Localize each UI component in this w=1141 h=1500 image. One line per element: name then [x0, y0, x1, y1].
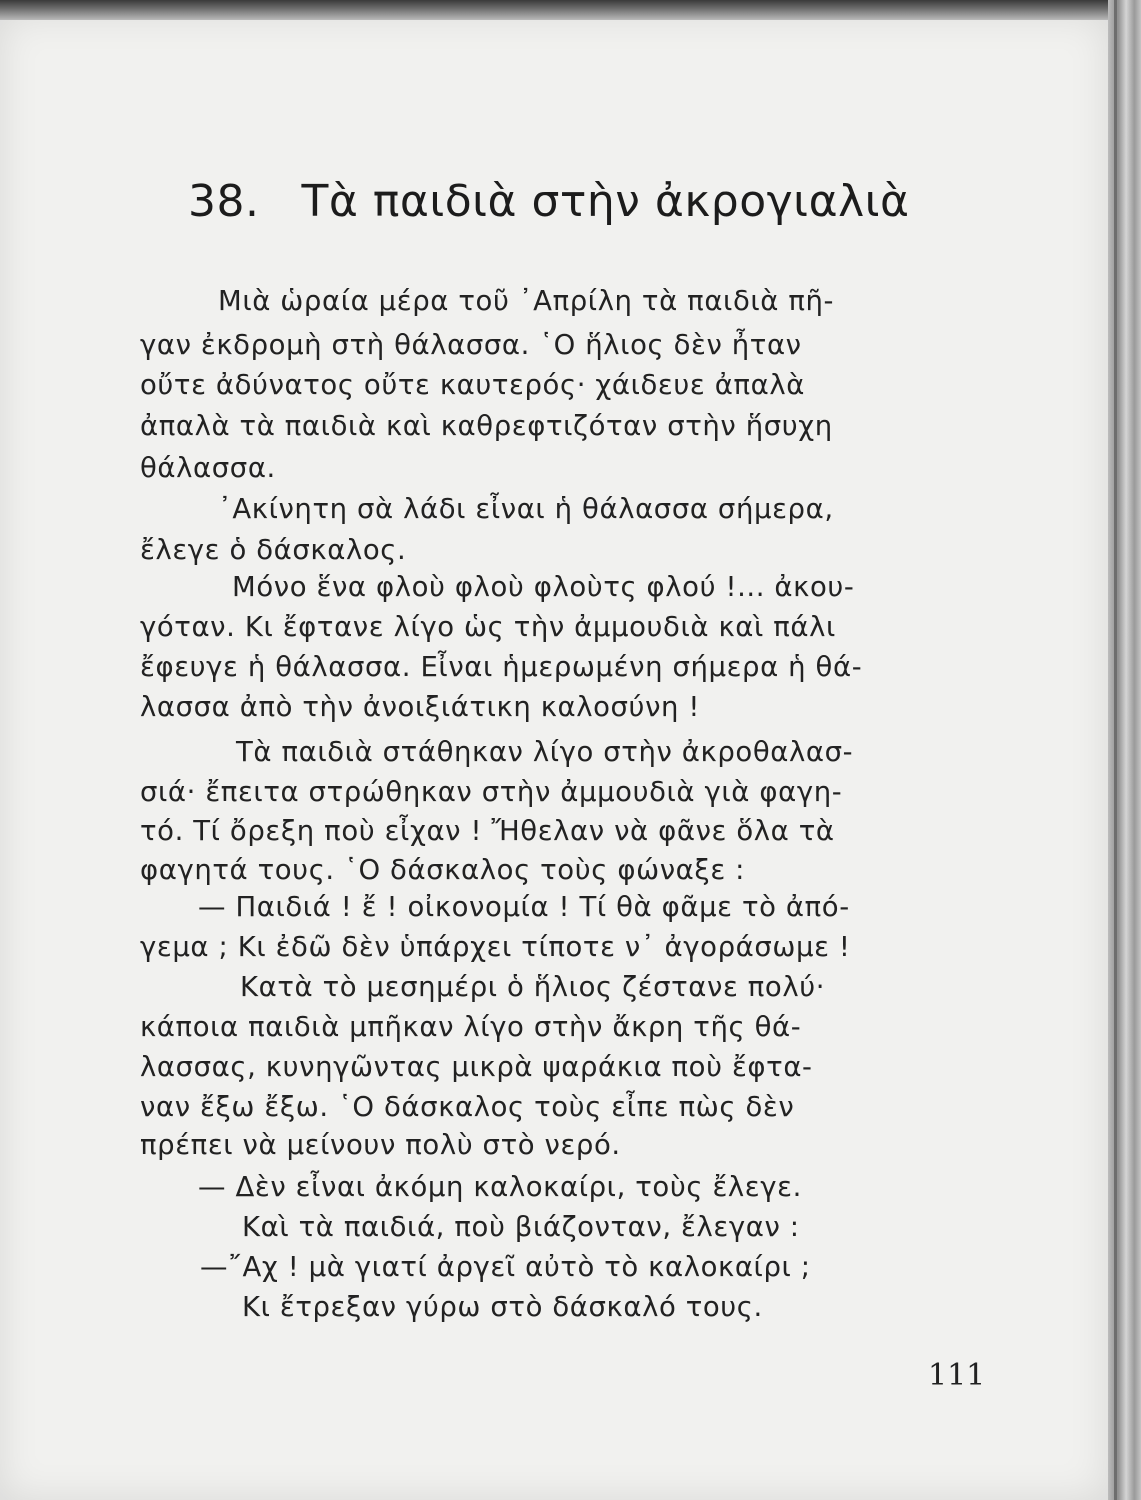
text-line: Μόνο ἕνα φλοὺ φλοὺ φλοὺτς φλού !... ἀκου-	[232, 571, 855, 603]
text-line: ἔφευγε ἡ θάλασσα. Εἶναι ἡμερωμένη σήμερα ἡ θά-	[140, 651, 863, 683]
text-line: γαν ἐκδρομὴ στὴ θάλασσα. ῾Ο ἥλιος δὲν ἦταν	[140, 329, 802, 361]
text-line: σιά· ἔπειτα στρώθηκαν στὴν ἀμμουδιὰ γιὰ φαγη-	[140, 776, 843, 808]
text-line: λασσας, κυνηγῶντας μικρὰ ψαράκια ποὺ ἔφτα-	[140, 1051, 813, 1083]
text-line: ᾿Ακίνητη σὰ λάδι εἶναι ἡ θάλασσα σήμερα,	[218, 493, 834, 525]
chapter-title: Τὰ παιδιὰ στὴν ἀκρογιαλιὰ	[301, 176, 910, 227]
text-line: Καὶ τὰ παιδιά, ποὺ βιάζονταν, ἔλεγαν :	[242, 1211, 800, 1243]
text-line: οὔτε ἀδύνατος οὔτε καυτερός· χάιδευε ἀπαλὰ	[140, 369, 805, 401]
text-line: Μιὰ ὡραία μέρα τοῦ ᾿Απρίλη τὰ παιδιὰ πῆ-	[218, 285, 835, 317]
text-line: τό. Τί ὄρεξη ποὺ εἶχαν ! Ἤθελαν νὰ φᾶνε ὅλα τὰ	[140, 815, 835, 847]
spine-edge	[1114, 0, 1117, 1500]
text-line: γόταν. Κι ἔφτανε λίγο ὡς τὴν ἀμμουδιὰ καὶ πάλι	[140, 611, 836, 643]
scan-edge	[0, 0, 1141, 20]
text-line: κάποια παιδιὰ μπῆκαν λίγο στὴν ἄκρη τῆς θά-	[140, 1011, 802, 1043]
text-line: — Δὲν εἶναι ἀκόμη καλοκαίρι, τοὺς ἔλεγε.	[198, 1171, 802, 1203]
text-line: πρέπει νὰ μείνουν πολὺ στὸ νερό.	[140, 1129, 621, 1161]
book-spine	[1108, 0, 1141, 1500]
chapter-number: 38.	[188, 176, 260, 227]
page-number: 111	[928, 1358, 986, 1393]
text-line: Τὰ παιδιὰ στάθηκαν λίγο στὴν ἀκροθαλασ-	[236, 736, 854, 768]
chapter-heading	[188, 176, 948, 227]
text-line: γεμα ; Κι ἐδῶ δὲν ὑπάρχει τίποτε ν᾿ ἀγοράσωμε !	[140, 931, 851, 963]
text-line: ἔλεγε ὁ δάσκαλος.	[140, 534, 407, 566]
text-line: λασσα ἀπὸ τὴν ἀνοιξιάτικη καλοσύνη !	[140, 691, 701, 723]
text-line: — Παιδιά ! ἔ ! οἰκονομία ! Τί θὰ φᾶμε τὸ ἀπό-	[198, 891, 850, 923]
text-line: Κι ἔτρεξαν γύρω στὸ δάσκαλό τους.	[242, 1291, 763, 1323]
text-line: θάλασσα.	[140, 452, 276, 484]
text-line: ναν ἔξω ἔξω. ῾Ο δάσκαλος τοὺς εἶπε πὼς δὲν	[140, 1091, 795, 1123]
text-line: φαγητά τους. ῾Ο δάσκαλος τοὺς φώναξε :	[140, 854, 745, 886]
text-line: —῎Αχ ! μὰ γιατί ἀργεῖ αὐτὸ τὸ καλοκαίρι ;	[200, 1251, 811, 1283]
text-line: ἀπαλὰ τὰ παιδιὰ καὶ καθρεφτιζόταν στὴν ἥσυχη	[140, 410, 833, 442]
text-line: Κατὰ τὸ μεσημέρι ὁ ἥλιος ζέστανε πολύ·	[240, 971, 826, 1003]
